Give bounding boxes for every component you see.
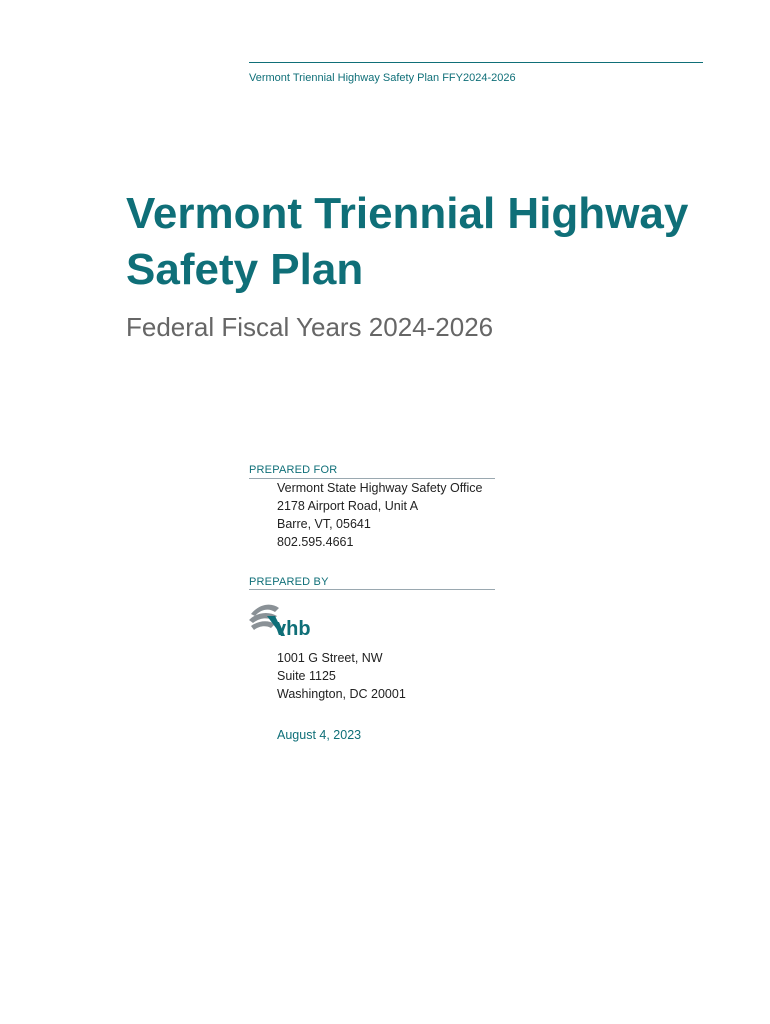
header-rule (249, 62, 703, 63)
prepared-for-phone: 802.595.4661 (277, 535, 354, 549)
prepared-by-suite: Suite 1125 (277, 669, 336, 683)
prepared-by-city: Washington, DC 20001 (277, 687, 406, 701)
prepared-for-label: PREPARED FOR (249, 464, 338, 476)
prepared-by-street: 1001 G Street, NW (277, 651, 383, 665)
document-title (126, 186, 726, 298)
title-line-2: Safety Plan (126, 245, 364, 294)
vhb-logo (249, 602, 317, 640)
prepared-for-street: 2178 Airport Road, Unit A (277, 499, 419, 513)
document-date: August 4, 2023 (277, 728, 362, 742)
prepared-for-rule (249, 478, 495, 479)
title-line-1: Vermont Triennial Highway (126, 189, 689, 238)
prepared-by-rule (249, 589, 495, 590)
prepared-for-org: Vermont State Highway Safety Office (277, 481, 483, 495)
prepared-for-city: Barre, VT, 05641 (277, 517, 371, 531)
vhb-logo-text: vhb (275, 618, 311, 640)
running-header: Vermont Triennial Highway Safety Plan FFY2024-2026 (249, 72, 516, 84)
prepared-by-label: PREPARED BY (249, 576, 329, 588)
document-subtitle: Federal Fiscal Years 2024-2026 (126, 312, 494, 342)
vhb-logo-icon (249, 602, 317, 640)
